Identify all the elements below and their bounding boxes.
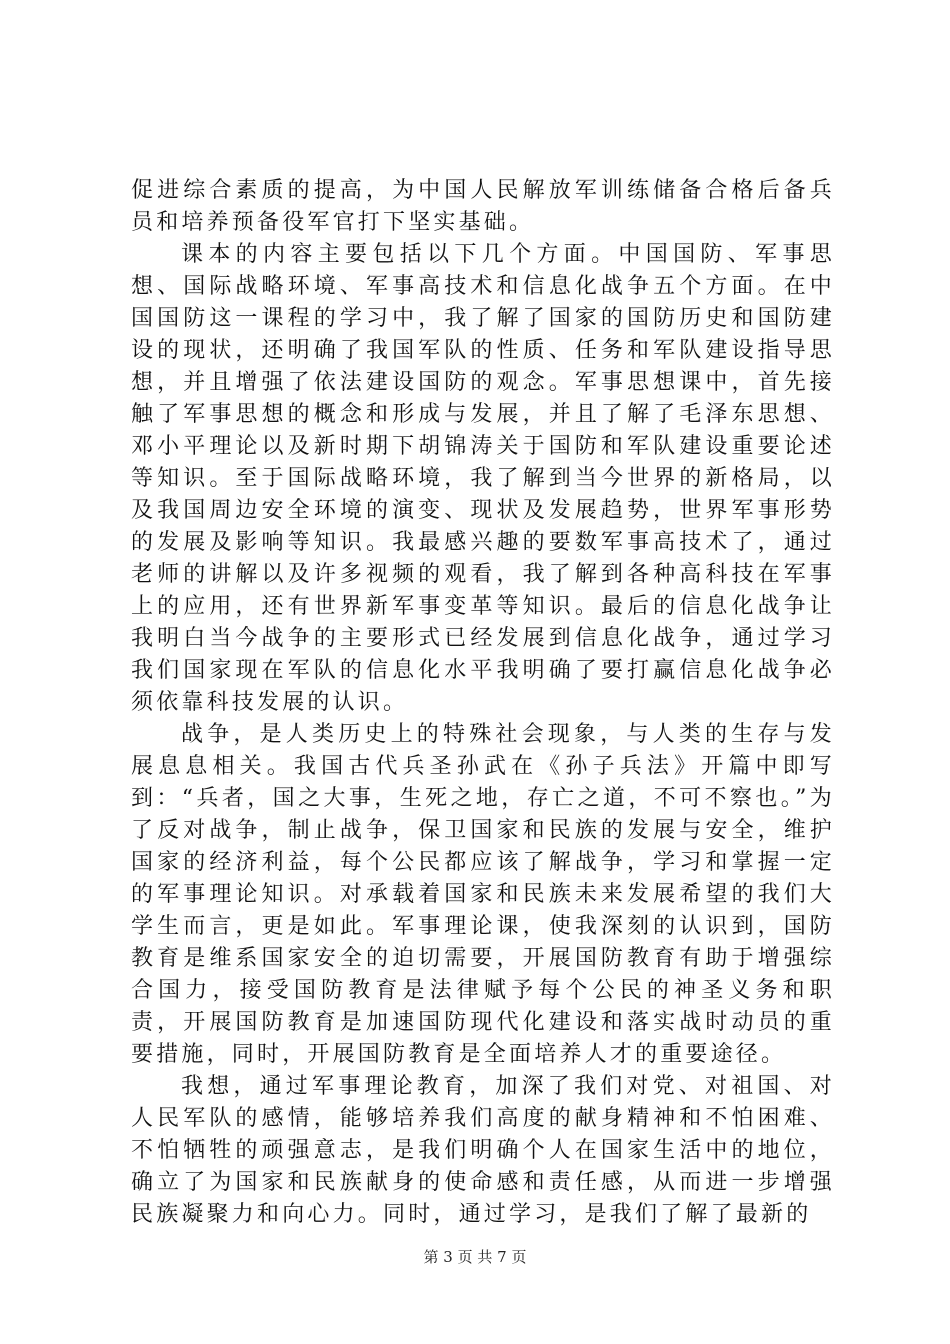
paragraph-3: 战争，是人类历史上的特殊社会现象，与人类的生存与发展息息相关。我国古代兵圣孙武在《孙子兵法》开篇中即写到：“兵者，国之大事，生死之地，存亡之道，不可不察也。”为了反对战争，制止战争，保卫国家和民族的发展与安全，维护国家的经济利益，每个公民都应该了解战争，学习和掌握一定的军事理论知识。对承载着国家和民族未来发展希望的我们大学生而言，更是如此。军事理论课，使我深刻的认识到，国防教育是维系国家安全的迫切需要，开展国防教育有助于增强综合国力，接受国防教育是法律赋予每个公民的神圣义务和职责，开展国防教育是加速国防现代化建设和落实战时动员的重要措施，同时，开展国防教育是全面培养人才的重要途径。 xyxy=(131,722,835,1067)
page-number-footer: 第 3 页 共 7 页 xyxy=(423,1248,527,1266)
paragraph-2: 课本的内容主要包括以下几个方面。中国国防、军事思想、国际战略环境、军事高技术和信息化战争五个方面。在中国国防这一课程的学习中，我了解了国家的国防历史和国防建设的现状，还明确了我国军队的性质、任务和军队建设指导思想，并且增强了依法建设国防的观念。军事思想课中，首先接触了军事思想的概念和形成与发展，并且了解了毛泽东思想、邓小平理论以及新时期下胡锦涛关于国防和军队建设重要论述等知识。至于国际战略环境，我了解到当今世界的新格局，以及我国周边安全环境的演变、现状及发展趋势，世界军事形势的发展及影响等知识。我最感兴趣的要数军事高技术了，通过老师的讲解以及许多视频的观看，我了解到各种高科技在军事上的应用，还有世界新军事变革等知识。最后的信息化战争让我明白当今战争的主要形式已经发展到信息化战争，通过学习我们国家现在军队的信息化水平我明确了要打赢信息化战争必须依靠科技发展的认识。 xyxy=(131,242,835,715)
paragraph-4: 我想，通过军事理论教育，加深了我们对党、对祖国、对人民军队的感情，能够培养我们高度的献身精神和不怕困难、不怕牺牲的顽强意志，是我们明确个人在国家生活中的地位，确立了为国家和民族献身的使命感和责任感，从而进一步增强民族凝聚力和向心力。同时，通过学习，是我们了解了最新的 xyxy=(131,1074,835,1227)
document-body xyxy=(131,175,835,1231)
paragraph-1: 促进综合素质的提高，为中国人民解放军训练储备合格后备兵员和培养预备役军官打下坚实基础。 xyxy=(131,178,835,235)
